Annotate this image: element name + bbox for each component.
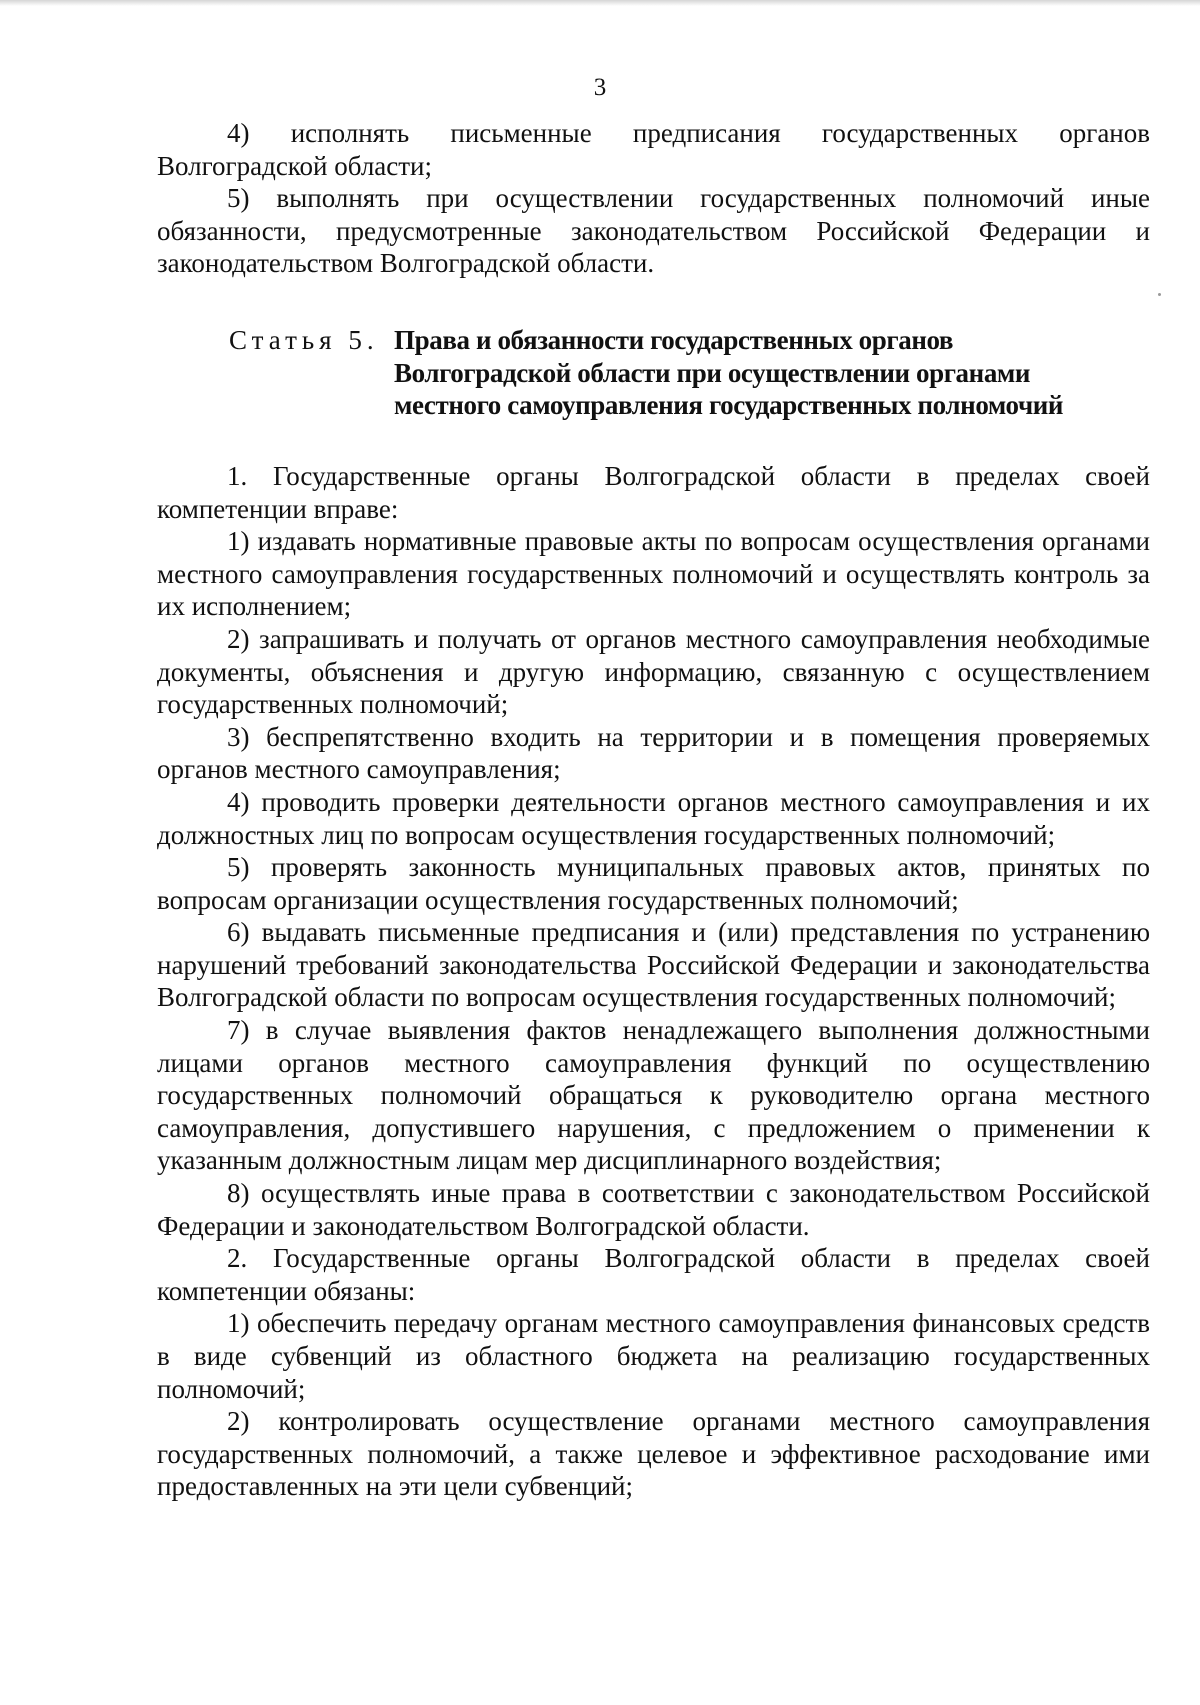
paragraph-right-5: 5) проверять законность муниципальных правовых актов, принятых по вопросам организации осуществления государственных полномочий; xyxy=(157,852,1150,915)
paragraph-duty-1: 1) обеспечить передачу органам местного самоуправления финансовых средств в виде субвенций из областного бюджета на реализацию государственных полномочий; xyxy=(157,1308,1150,1404)
paragraph-item-4: 4) исполнять письменные предписания государственных органов Волгоградской области; xyxy=(157,118,1150,181)
article-title-line: Волгоградской области при осуществлении органами xyxy=(394,357,1031,388)
article-heading xyxy=(157,324,1150,422)
paragraph-item-5: 5) выполнять при осуществлении государственных полномочий иные обязанности, предусмотренные законодательством Российской Федерации и законодательством Волгоградской области. xyxy=(157,183,1150,279)
paragraph-right-2: 2) запрашивать и получать от органов местного самоуправления необходимые документы, объяснения и другую информацию, связанную с осуществлением государственных полномочий; xyxy=(157,623,1150,720)
paragraph-right-4: 4) проводить проверки деятельности органов местного самоуправления и их должностных лиц по вопросам осуществления государственных полномочий; xyxy=(157,786,1150,850)
article-title-line: Права и обязанности государственных органов xyxy=(394,324,954,355)
paragraph-right-8: 8) осуществлять иные права в соответствии с законодательством Российской Федерации и законодательством Волгоградской области. xyxy=(157,1178,1150,1241)
scan-speck xyxy=(1158,293,1161,296)
article-title xyxy=(394,324,1150,422)
paragraph-section-1: 1. Государственные органы Волгоградской области в пределах своей компетенции вправе: xyxy=(157,460,1150,524)
page-number: 3 xyxy=(593,74,607,101)
paragraph-right-1: 1) издавать нормативные правовые акты по вопросам осуществления органами местного самоуправления государственных полномочий и осуществлять контроль за их исполнением; xyxy=(157,526,1150,622)
article-title-line: местного самоуправления государственных полномочий xyxy=(394,390,1064,421)
paragraph-right-3: 3) беспрепятственно входить на территории и в помещения проверяемых органов местного самоуправления; xyxy=(157,721,1150,785)
paragraph-right-7: 7) в случае выявления фактов ненадлежащего выполнения должностными лицами органов местного самоуправления функций по осуществлению государственных полномочий обращаться к руководителю органа местного самоуправления, допустившего нарушения, с предложением о применении к указанным должностным лицам мер дисциплинарного воздействия; xyxy=(157,1015,1150,1176)
paragraph-duty-2: 2) контролировать осуществление органами местного самоуправления государственных полномочий, а также целевое и эффективное расходование ими предоставленных на эти цели субвенций; xyxy=(157,1406,1150,1502)
article-label: Статья 5. xyxy=(229,324,379,355)
scan-top-edge xyxy=(0,0,1200,6)
paragraph-right-6: 6) выдавать письменные предписания и (или) представления по устранению нарушений требований законодательства Российской Федерации и законодательства Волгоградской области по вопросам осуществления государственных полномочий; xyxy=(157,917,1150,1013)
paragraph-section-2: 2. Государственные органы Волгоградской области в пределах своей компетенции обязаны: xyxy=(157,1243,1150,1306)
document-body xyxy=(157,117,1150,1503)
